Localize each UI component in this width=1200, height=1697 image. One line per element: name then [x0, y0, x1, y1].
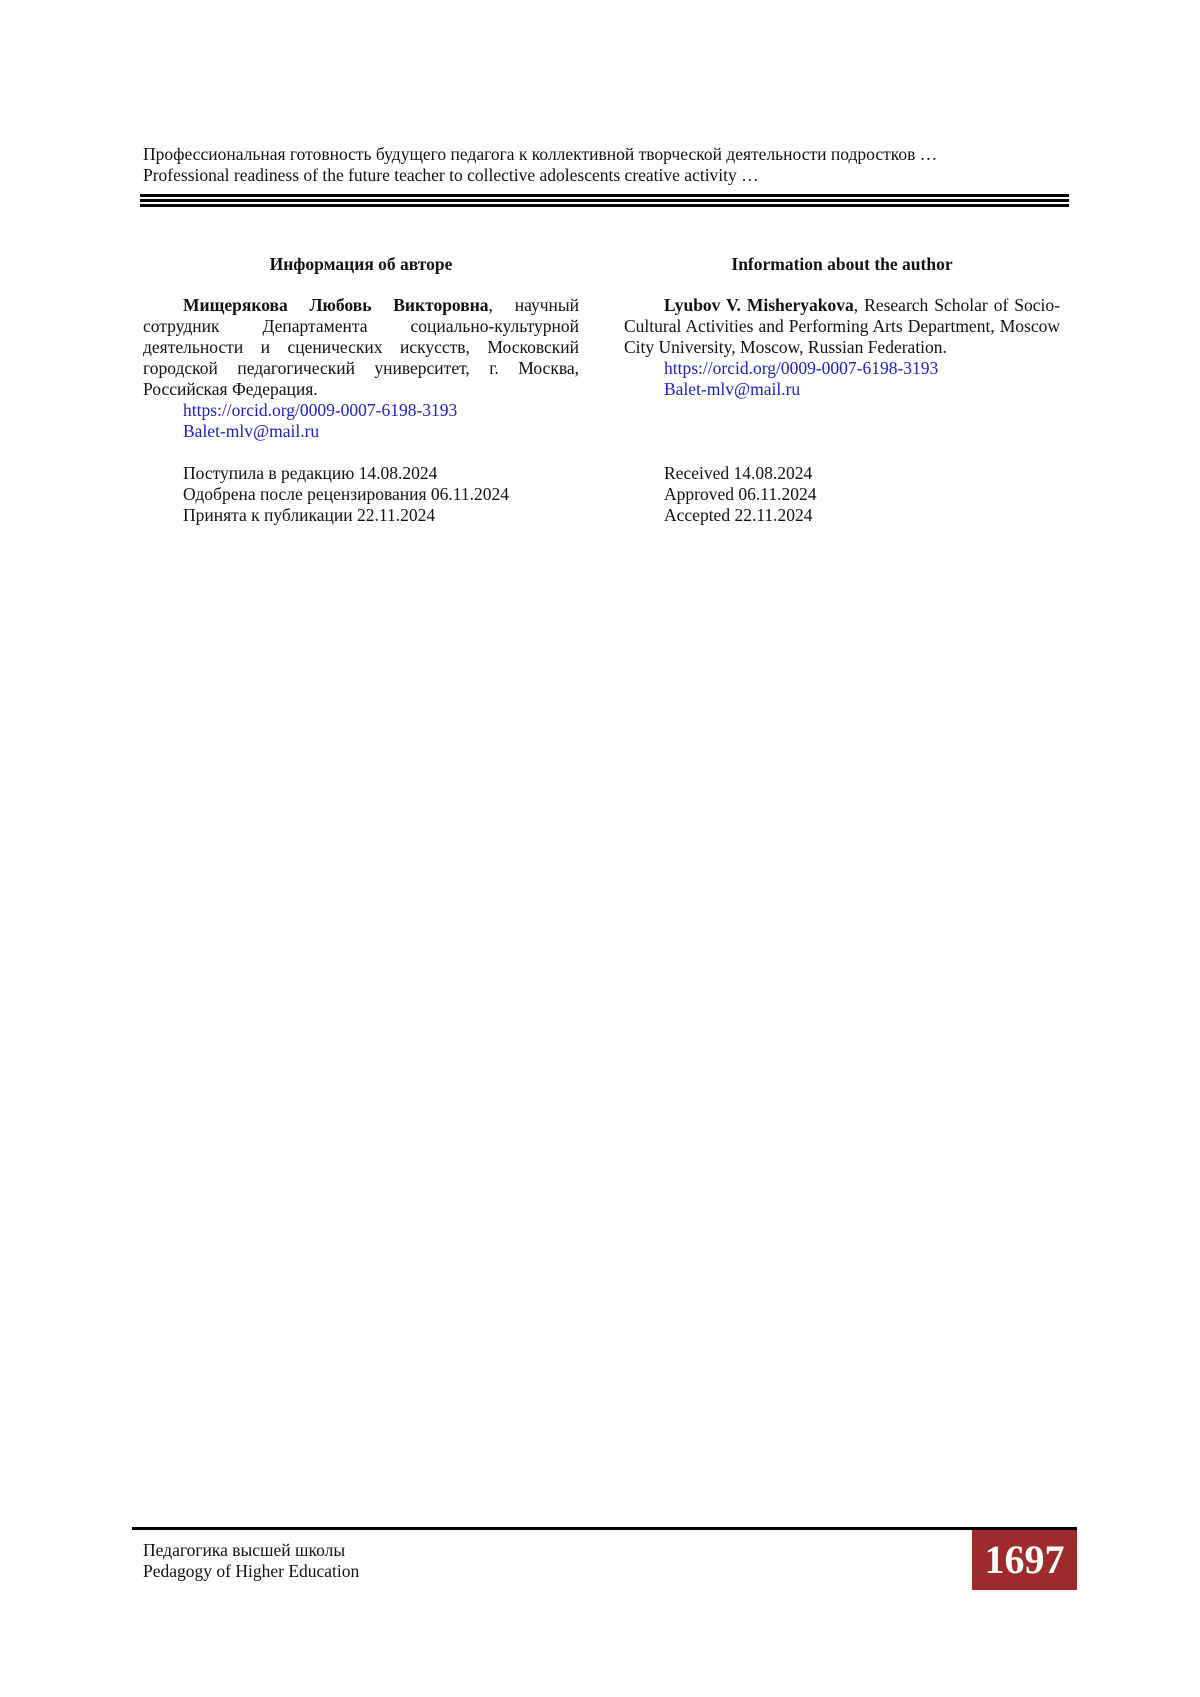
author-bio-ru	[143, 295, 579, 400]
email-link-ru[interactable]: Balet-mlv@mail.ru	[183, 421, 320, 441]
section-heading-en: Information about the author	[731, 254, 953, 274]
author-affiliation-en: , Research Scholar of Socio-Cultural Activities and Performing Arts Department, Moscow City University, Moscow, Russian Federation.	[624, 295, 1060, 357]
author-name-en: Lyubov V. Misheryakova	[664, 295, 854, 315]
author-info-ru	[143, 254, 579, 526]
author-name-ru: Мищерякова Любовь Викторовна	[183, 295, 489, 315]
author-affiliation-ru: , научный сотрудник Департамента социально-культурной деятельности и сценических искусств, Московский городской педагогический университет, г. Москва, Российская Федерация.	[143, 295, 579, 399]
received-date-en: Received 14.08.2024	[664, 463, 813, 483]
header-title-en: Professional readiness of the future teacher to collective adolescents creative activity …	[143, 165, 759, 185]
section-heading-ru: Информация об авторе	[269, 254, 453, 274]
received-date-ru: Поступила в редакцию 14.08.2024	[183, 463, 438, 483]
author-bio-en	[624, 295, 1060, 358]
footer-divider	[132, 1527, 1077, 1530]
journal-footer	[143, 1540, 359, 1582]
author-info-en	[624, 254, 1060, 526]
header-title-ru: Профессиональная готовность будущего педагога к коллективной творческой деятельности подростков …	[143, 144, 938, 164]
orcid-link-en[interactable]: https://orcid.org/0009-0007-6198-3193	[664, 358, 939, 378]
approved-date-ru: Одобрена после рецензирования 06.11.2024	[183, 484, 510, 504]
accepted-date-ru: Принята к публикации 22.11.2024	[183, 505, 436, 525]
approved-date-en: Approved 06.11.2024	[664, 484, 817, 504]
running-header	[143, 144, 1073, 186]
orcid-link-ru[interactable]: https://orcid.org/0009-0007-6198-3193	[183, 400, 458, 420]
accepted-date-en: Accepted 22.11.2024	[664, 505, 813, 525]
header-divider	[140, 194, 1069, 207]
page-number-badge: 1697	[972, 1530, 1077, 1590]
journal-name-ru: Педагогика высшей школы	[143, 1540, 346, 1560]
email-link-en[interactable]: Balet-mlv@mail.ru	[664, 379, 801, 399]
journal-name-en: Pedagogy of Higher Education	[143, 1561, 360, 1581]
